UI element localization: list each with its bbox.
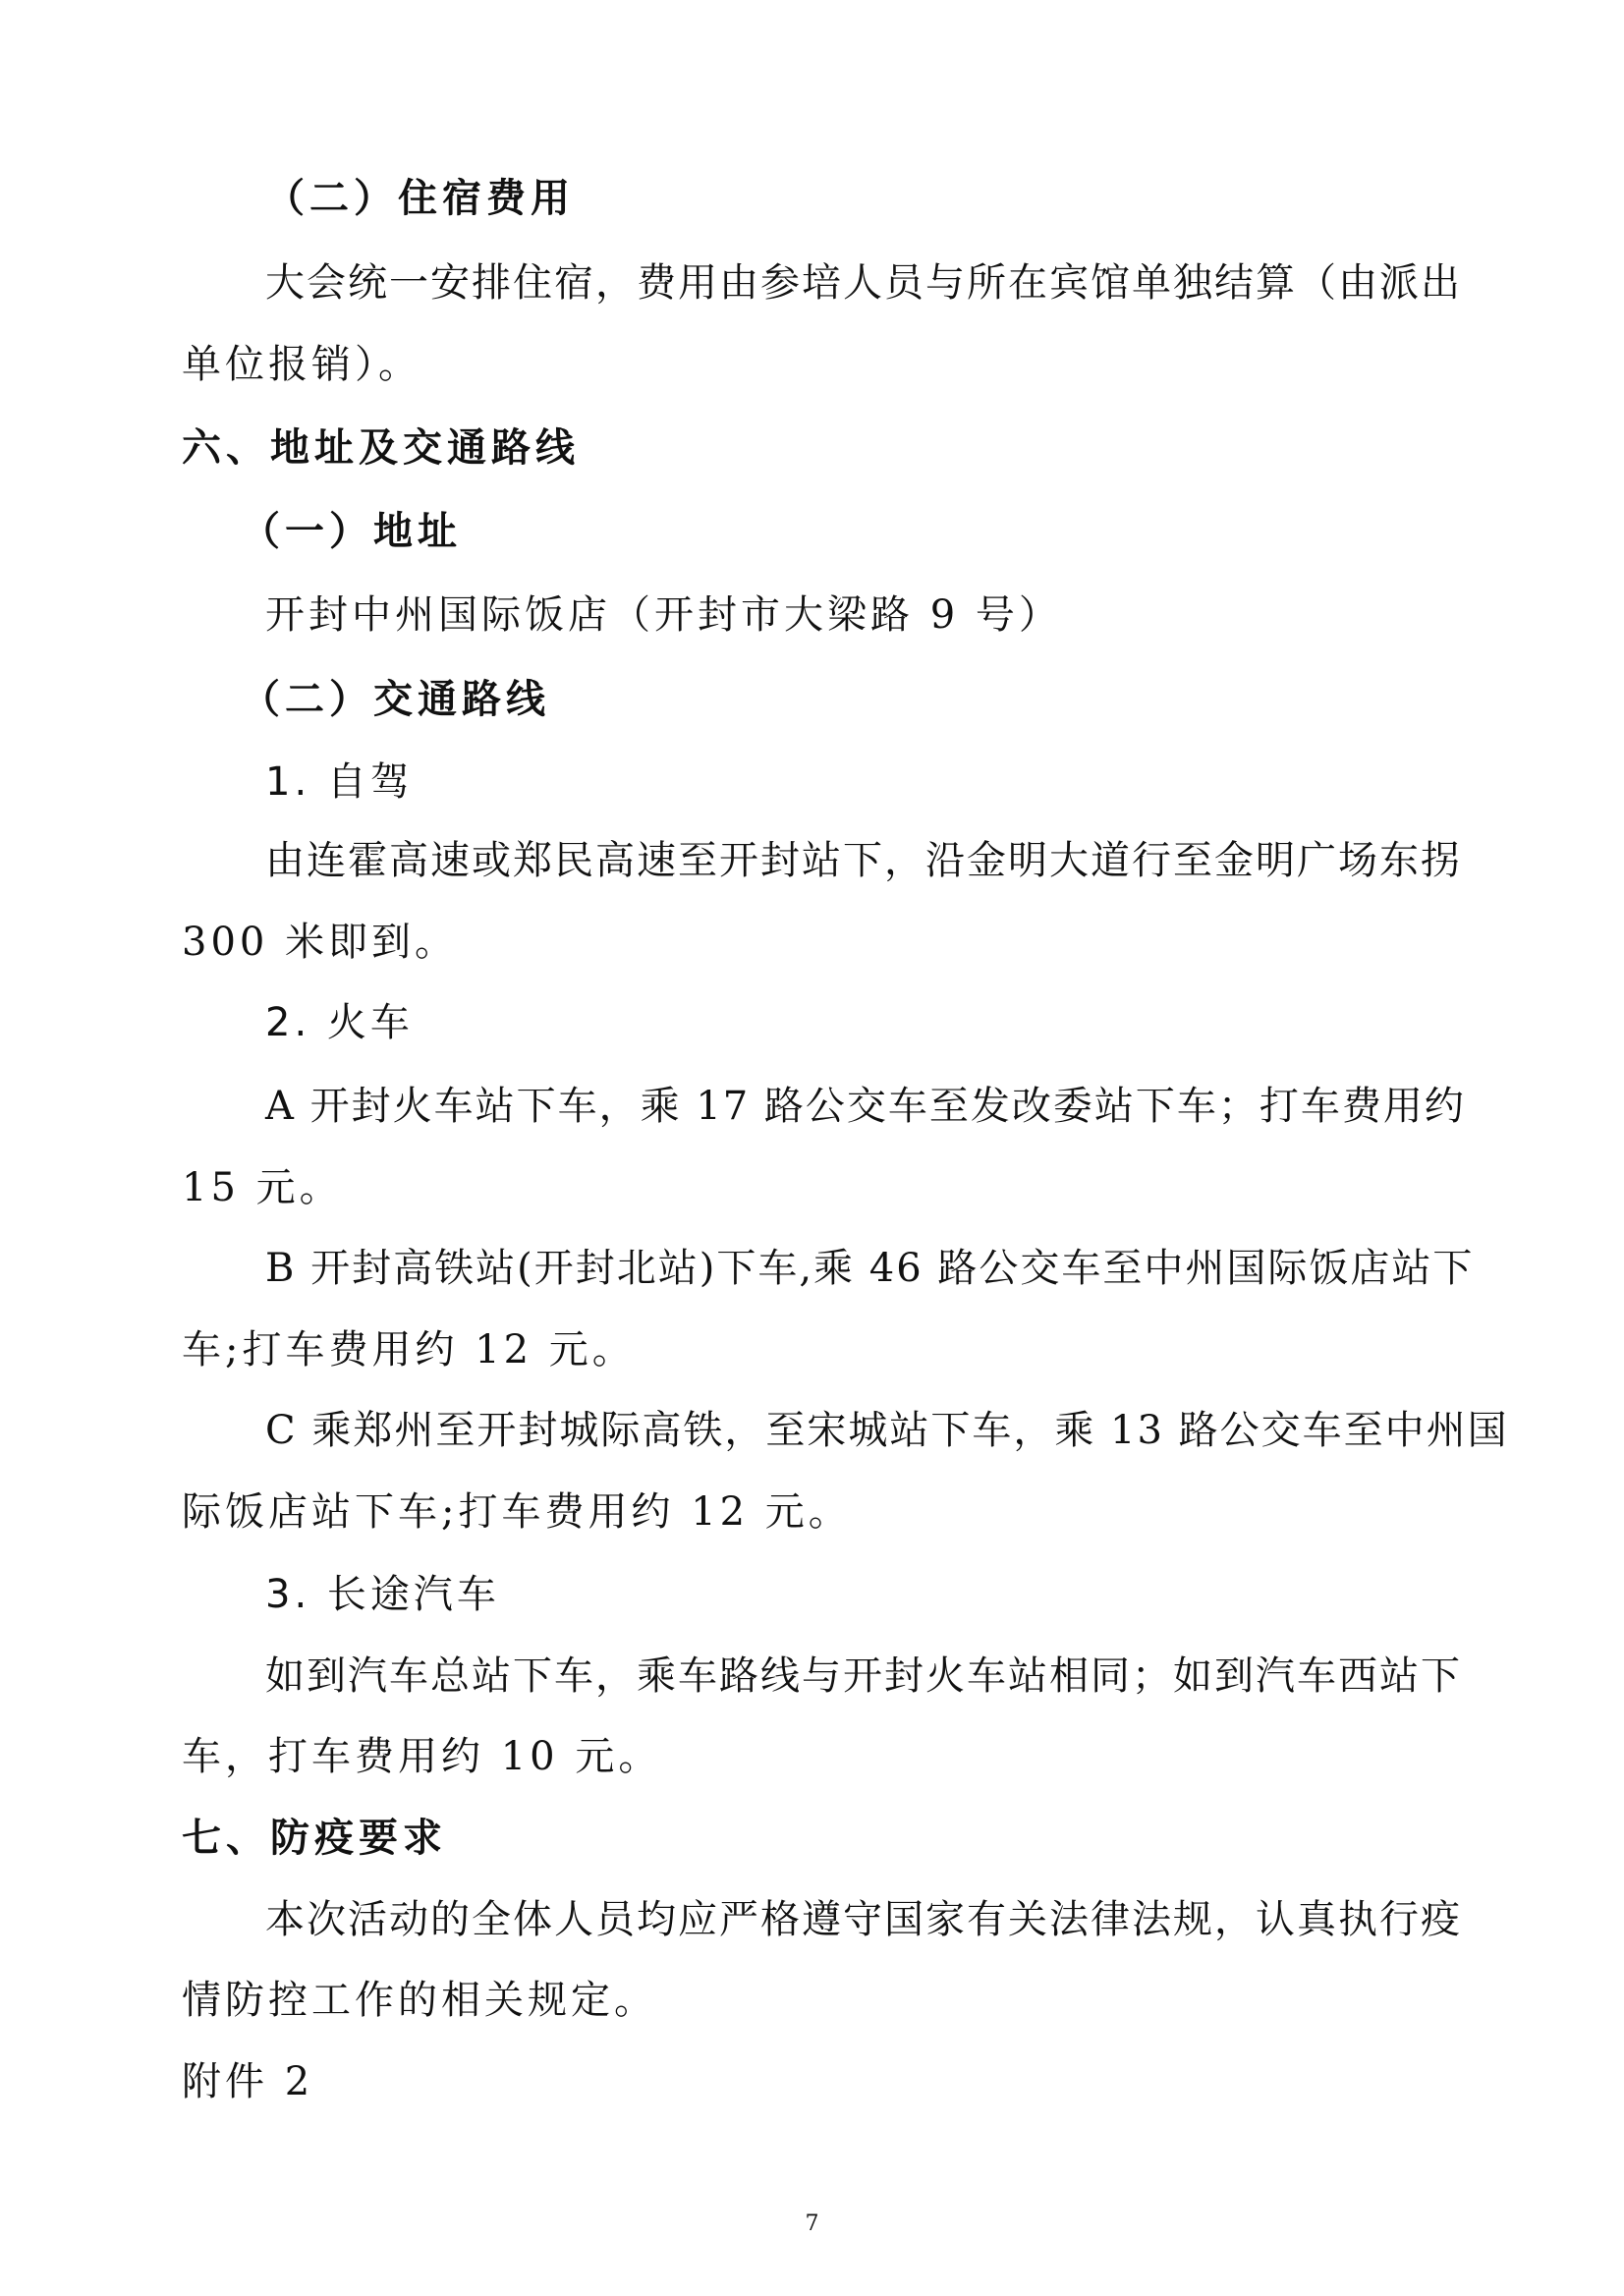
epidemic-paragraph-line: 情防控工作的相关规定。 xyxy=(182,1978,657,2023)
train-b-paragraph-line: B 开封高铁站(开封北站)下车,乘 46 路公交车至中州国际饭店站下 xyxy=(265,1246,1475,1291)
train-c-paragraph-line: 际饭店站下车;打车费用约 12 元。 xyxy=(182,1489,852,1535)
train-a-paragraph-line: 15 元。 xyxy=(182,1165,343,1210)
section-seven-heading: 七、防疫要求 xyxy=(182,1816,447,1861)
page-number: 7 xyxy=(805,2212,819,2236)
bus-paragraph-line: 如到汽车总站下车，乘车路线与开封火车站相同；如到汽车西站下 xyxy=(265,1653,1462,1699)
address-line: 开封中州国际饭店（开封市大梁路 9 号） xyxy=(265,592,1062,638)
train-a-paragraph-line: A 开封火车站下车，乘 17 路公交车至发改委站下车；打车费用约 xyxy=(265,1084,1466,1129)
bus-heading: 3. 长途汽车 xyxy=(265,1572,500,1617)
address-heading: （一）地址 xyxy=(241,509,462,554)
attachment-label: 附件 2 xyxy=(182,2059,314,2104)
transport-heading: （二）交通路线 xyxy=(241,677,550,722)
accommodation-heading: （二）住宿费用 xyxy=(265,176,575,221)
epidemic-paragraph-line: 本次活动的全体人员均应严格遵守国家有关法律法规，认真执行疫 xyxy=(265,1897,1462,1942)
self-drive-paragraph-line: 由连霍高速或郑民高速至开封站下，沿金明大道行至金明广场东拐 xyxy=(265,838,1462,883)
self-drive-heading: 1. 自驾 xyxy=(265,759,414,805)
accommodation-paragraph-line: 大会统一安排住宿，费用由参培人员与所在宾馆单独结算（由派出 xyxy=(265,260,1462,306)
train-c-paragraph-line: C 乘郑州至开封城际高铁，至宋城站下车，乘 13 路公交车至中州国 xyxy=(265,1408,1509,1453)
section-six-heading: 六、地址及交通路线 xyxy=(182,425,580,471)
train-heading: 2. 火车 xyxy=(265,1000,414,1045)
bus-paragraph-line: 车，打车费用约 10 元。 xyxy=(182,1734,662,1779)
accommodation-paragraph-line: 单位报销）。 xyxy=(182,342,421,387)
self-drive-paragraph-line: 300 米即到。 xyxy=(182,920,459,965)
train-b-paragraph-line: 车;打车费用约 12 元。 xyxy=(182,1327,636,1372)
